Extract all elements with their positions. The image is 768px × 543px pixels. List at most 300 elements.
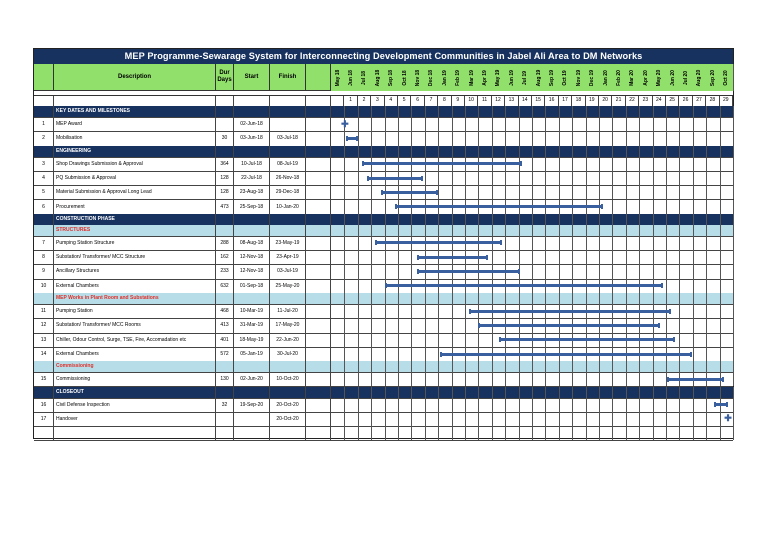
grid-column — [572, 185, 586, 199]
section-label: MEP Works in Plant Room and Substations — [54, 293, 216, 304]
grid-column — [720, 157, 734, 171]
task-finish — [270, 117, 306, 131]
grid-column — [639, 225, 653, 236]
grid-column — [586, 131, 600, 145]
grid-column — [358, 250, 372, 264]
gantt-bar-cap — [356, 136, 358, 141]
grid-column — [344, 106, 358, 117]
grid-column — [586, 236, 600, 250]
month-header-cell — [572, 64, 586, 91]
grid-column — [545, 387, 559, 398]
task-start — [234, 426, 270, 440]
grid-column — [371, 106, 385, 117]
grid-column — [358, 279, 372, 293]
grid-column — [465, 412, 479, 426]
grid-column — [653, 426, 667, 440]
grid-column — [478, 293, 492, 304]
month-header-cell — [478, 64, 492, 91]
task-finish — [270, 426, 306, 440]
grid-column — [452, 387, 466, 398]
month-label: Sep 18 — [388, 69, 395, 86]
grid-column — [452, 361, 466, 372]
grid-column — [559, 412, 573, 426]
grid-column — [344, 250, 358, 264]
grid-column — [532, 171, 546, 185]
task-description: Mobilisation — [54, 131, 216, 145]
grid-column — [425, 426, 439, 440]
task-spacer — [306, 412, 331, 426]
grid-column — [492, 131, 506, 145]
task-spacer — [306, 117, 331, 131]
grid-column — [505, 131, 519, 145]
grid-column — [358, 387, 372, 398]
grid-column — [532, 236, 546, 250]
grid-column — [572, 146, 586, 157]
task-row — [34, 250, 733, 265]
task-row — [34, 117, 733, 132]
grid-column — [626, 146, 640, 157]
grid-column — [452, 293, 466, 304]
task-spacer — [306, 200, 331, 214]
grid-column — [398, 250, 412, 264]
grid-column — [532, 185, 546, 199]
grid-column — [626, 171, 640, 185]
grid-column — [666, 398, 680, 412]
section-cell — [234, 387, 270, 398]
month-number: 23 — [639, 96, 652, 106]
month-number: 10 — [465, 96, 478, 106]
grid-column — [344, 200, 358, 214]
grid-column — [411, 372, 425, 386]
task-duration: 128 — [216, 185, 234, 199]
task-description: Commissioning — [54, 372, 216, 386]
grid-column — [532, 412, 546, 426]
grid-column — [371, 387, 385, 398]
grid-column — [331, 236, 345, 250]
grid-column — [666, 426, 680, 440]
section-cell — [306, 361, 331, 372]
grid-column — [666, 106, 680, 117]
grid-column — [331, 214, 345, 225]
month-header-cell — [398, 64, 412, 91]
grid-column — [411, 225, 425, 236]
task-spacer — [306, 157, 331, 171]
grid-column — [706, 200, 720, 214]
grid-column — [519, 106, 533, 117]
grid-column — [559, 236, 573, 250]
task-number: 8 — [34, 250, 54, 264]
month-label: Jul 20 — [683, 70, 690, 85]
task-start: 10-Jul-18 — [234, 157, 270, 171]
grid-column — [505, 293, 519, 304]
grid-column — [545, 293, 559, 304]
task-number: 7 — [34, 236, 54, 250]
grid-column — [693, 157, 707, 171]
grid-column — [385, 146, 399, 157]
gantt-bar — [499, 338, 675, 341]
grid-column — [693, 236, 707, 250]
grid-column — [411, 412, 425, 426]
grid-column — [666, 214, 680, 225]
gantt-bar-cap — [673, 337, 675, 342]
grid-column — [559, 426, 573, 440]
grid-column — [398, 293, 412, 304]
grid-column — [572, 372, 586, 386]
month-header-cell — [679, 64, 693, 91]
grid-column — [411, 131, 425, 145]
grid-column — [358, 146, 372, 157]
grid-column — [398, 304, 412, 318]
task-row — [34, 347, 733, 362]
grid-column — [358, 200, 372, 214]
grid-column — [666, 293, 680, 304]
task-start: 31-Mar-19 — [234, 318, 270, 332]
grid-column — [452, 398, 466, 412]
grid-column — [532, 387, 546, 398]
gantt-bar-cap — [421, 176, 423, 181]
grid-column — [559, 106, 573, 117]
number-row-cell — [54, 96, 216, 106]
month-label: Sep 20 — [709, 69, 716, 86]
grid-column — [465, 361, 479, 372]
month-number: 3 — [371, 96, 384, 106]
grid-column — [425, 318, 439, 332]
grid-column — [478, 225, 492, 236]
grid-column — [693, 279, 707, 293]
grid-column — [371, 131, 385, 145]
gantt-bar — [367, 177, 423, 180]
header-dur: Dur Days — [216, 64, 234, 91]
grid-column — [586, 264, 600, 278]
task-duration: 32 — [216, 398, 234, 412]
grid-column — [559, 146, 573, 157]
grid-column — [706, 347, 720, 361]
grid-column — [666, 185, 680, 199]
month-header-cell — [626, 64, 640, 91]
grid-column — [679, 333, 693, 347]
grid-column — [492, 426, 506, 440]
grid-column — [639, 106, 653, 117]
grid-column — [653, 106, 667, 117]
task-row — [34, 131, 733, 146]
grid-column — [599, 157, 613, 171]
gantt-bar-cap — [440, 352, 442, 357]
grid-column — [612, 293, 626, 304]
grid-column — [586, 106, 600, 117]
grid-column — [626, 200, 640, 214]
grid-column — [438, 293, 452, 304]
grid-column — [358, 214, 372, 225]
grid-column — [545, 372, 559, 386]
task-start: 19-Sep-20 — [234, 398, 270, 412]
task-start: 02-Jun-18 — [234, 117, 270, 131]
grid-column — [425, 214, 439, 225]
grid-column — [371, 398, 385, 412]
grid-column — [331, 333, 345, 347]
grid-column — [478, 361, 492, 372]
grid-column — [545, 361, 559, 372]
grid-column — [478, 185, 492, 199]
gantt-bar — [417, 256, 489, 259]
grid-column — [599, 250, 613, 264]
grid-column — [706, 214, 720, 225]
grid-column — [626, 225, 640, 236]
grid-column — [452, 304, 466, 318]
gantt-bar-cap — [469, 309, 471, 314]
grid-column — [425, 372, 439, 386]
section-cell — [234, 146, 270, 157]
grid-column — [478, 387, 492, 398]
month-label: Jun 18 — [348, 69, 355, 86]
task-start: 02-Jun-20 — [234, 372, 270, 386]
month-number: 9 — [452, 96, 465, 106]
section-cell — [270, 225, 306, 236]
grid-column — [599, 372, 613, 386]
grid-column — [492, 398, 506, 412]
gantt-bar — [417, 270, 520, 273]
task-number: 14 — [34, 347, 54, 361]
task-duration: 413 — [216, 318, 234, 332]
grid-column — [385, 398, 399, 412]
month-label: Oct 18 — [401, 69, 408, 86]
grid-column — [679, 412, 693, 426]
grid-column — [358, 333, 372, 347]
month-number: 25 — [666, 96, 679, 106]
month-number: 13 — [505, 96, 518, 106]
grid-column — [706, 412, 720, 426]
grid-column — [612, 372, 626, 386]
grid-column — [411, 426, 425, 440]
grid-column — [331, 131, 345, 145]
grid-column — [385, 333, 399, 347]
month-label: Aug 20 — [696, 69, 703, 86]
grid-column — [438, 426, 452, 440]
grid-column — [519, 387, 533, 398]
grid-column — [358, 412, 372, 426]
section-label: ENGINEERING — [54, 146, 216, 157]
grid-column — [545, 157, 559, 171]
grid-column — [344, 347, 358, 361]
grid-column — [693, 106, 707, 117]
grid-column — [492, 387, 506, 398]
month-label: May 18 — [334, 69, 341, 86]
grid-column — [693, 171, 707, 185]
grid-column — [519, 146, 533, 157]
task-duration: 401 — [216, 333, 234, 347]
section-cell — [234, 214, 270, 225]
grid-column — [666, 264, 680, 278]
grid-column — [425, 361, 439, 372]
grid-column — [720, 318, 734, 332]
grid-column — [666, 200, 680, 214]
grid-column — [385, 131, 399, 145]
month-header-cell — [358, 64, 372, 91]
grid-column — [586, 225, 600, 236]
grid-column — [532, 372, 546, 386]
month-header-cell — [639, 64, 653, 91]
grid-column — [331, 372, 345, 386]
grid-column — [385, 214, 399, 225]
month-label: Aug 18 — [374, 69, 381, 86]
grid-column — [358, 347, 372, 361]
section-cell — [270, 214, 306, 225]
header-description: Description — [54, 64, 216, 91]
grid-column — [411, 304, 425, 318]
grid-column — [545, 146, 559, 157]
grid-column — [438, 318, 452, 332]
grid-column — [492, 106, 506, 117]
task-number: 12 — [34, 318, 54, 332]
grid-column — [465, 372, 479, 386]
grid-column — [411, 146, 425, 157]
grid-column — [505, 214, 519, 225]
grid-column — [693, 318, 707, 332]
section-label: CONSTRUCTION PHASE — [54, 214, 216, 225]
month-number: 12 — [492, 96, 505, 106]
month-label: Jul 18 — [361, 70, 368, 85]
grid-column — [693, 225, 707, 236]
month-header-cell — [653, 64, 667, 91]
grid-column — [344, 279, 358, 293]
grid-column — [706, 225, 720, 236]
task-start: 23-Aug-18 — [234, 185, 270, 199]
month-header-cell — [693, 64, 707, 91]
task-spacer — [306, 279, 331, 293]
grid-column — [679, 236, 693, 250]
section-cell — [216, 214, 234, 225]
grid-column — [639, 412, 653, 426]
month-label: Apr 19 — [482, 69, 489, 86]
task-description: Ancillary Structures — [54, 264, 216, 278]
grid-column — [706, 171, 720, 185]
grid-column — [612, 236, 626, 250]
task-number: 4 — [34, 171, 54, 185]
grid-column — [532, 157, 546, 171]
grid-column — [344, 333, 358, 347]
grid-column — [559, 117, 573, 131]
grid-column — [425, 293, 439, 304]
grid-column — [693, 131, 707, 145]
task-finish: 30-Jul-20 — [270, 347, 306, 361]
task-description: Pumping Station Structure — [54, 236, 216, 250]
grid-column — [398, 333, 412, 347]
grid-column — [519, 412, 533, 426]
grid-column — [385, 304, 399, 318]
grid-column — [398, 426, 412, 440]
task-start — [234, 412, 270, 426]
grid-column — [438, 117, 452, 131]
grid-column — [465, 146, 479, 157]
task-finish: 03-Jul-19 — [270, 264, 306, 278]
grid-column — [626, 117, 640, 131]
section-cell — [270, 106, 306, 117]
grid-column — [720, 293, 734, 304]
grid-column — [706, 318, 720, 332]
grid-column — [331, 225, 345, 236]
grid-column — [572, 412, 586, 426]
gantt-bar-cap — [726, 402, 728, 407]
grid-column — [626, 106, 640, 117]
grid-column — [720, 214, 734, 225]
month-header-cell — [519, 64, 533, 91]
grid-column — [572, 117, 586, 131]
task-row — [34, 157, 733, 172]
gantt-bar-cap — [667, 377, 669, 382]
grid-column — [492, 171, 506, 185]
month-header-cell — [344, 64, 358, 91]
gantt-bar-cap — [375, 240, 377, 245]
grid-column — [425, 333, 439, 347]
grid-column — [358, 318, 372, 332]
grid-column — [693, 264, 707, 278]
task-duration: 632 — [216, 279, 234, 293]
grid-column — [452, 185, 466, 199]
grid-column — [666, 279, 680, 293]
grid-column — [706, 304, 720, 318]
task-description: Substation/ Transformer/ MCC Structure — [54, 250, 216, 264]
grid-column — [519, 214, 533, 225]
grid-column — [679, 117, 693, 131]
gantt-bar-cap — [417, 269, 419, 274]
grid-column — [425, 117, 439, 131]
month-number: 26 — [679, 96, 692, 106]
grid-column — [626, 236, 640, 250]
grid-column — [358, 372, 372, 386]
grid-column — [572, 426, 586, 440]
month-label: Feb 20 — [616, 69, 623, 86]
blank-row — [34, 426, 733, 441]
grid-column — [398, 117, 412, 131]
grid-column — [371, 264, 385, 278]
grid-column — [559, 131, 573, 145]
task-finish: 23-Apr-19 — [270, 250, 306, 264]
task-table — [34, 96, 733, 438]
section-label: Commissioning — [54, 361, 216, 372]
gantt-bar — [381, 191, 437, 194]
month-header-cell — [411, 64, 425, 91]
month-label: Dec 19 — [589, 69, 596, 86]
grid-column — [358, 293, 372, 304]
grid-column — [599, 214, 613, 225]
section-cell — [270, 293, 306, 304]
grid-column — [385, 387, 399, 398]
grid-column — [371, 333, 385, 347]
gantt-bar — [440, 353, 692, 356]
task-spacer — [306, 333, 331, 347]
grid-column — [344, 157, 358, 171]
task-description: Material Submission & Approval Long Lead — [54, 185, 216, 199]
grid-column — [331, 398, 345, 412]
task-start: 05-Jan-19 — [234, 347, 270, 361]
grid-column — [653, 200, 667, 214]
grid-column — [411, 398, 425, 412]
grid-column — [679, 171, 693, 185]
grid-column — [679, 106, 693, 117]
grid-column — [411, 214, 425, 225]
month-label: Aug 19 — [535, 69, 542, 86]
grid-column — [519, 185, 533, 199]
grid-column — [371, 412, 385, 426]
grid-column — [344, 426, 358, 440]
grid-column — [572, 250, 586, 264]
number-row-cell — [306, 96, 331, 106]
grid-column — [706, 185, 720, 199]
grid-column — [465, 117, 479, 131]
grid-column — [720, 333, 734, 347]
grid-column — [626, 412, 640, 426]
grid-column — [371, 279, 385, 293]
grid-column — [358, 398, 372, 412]
